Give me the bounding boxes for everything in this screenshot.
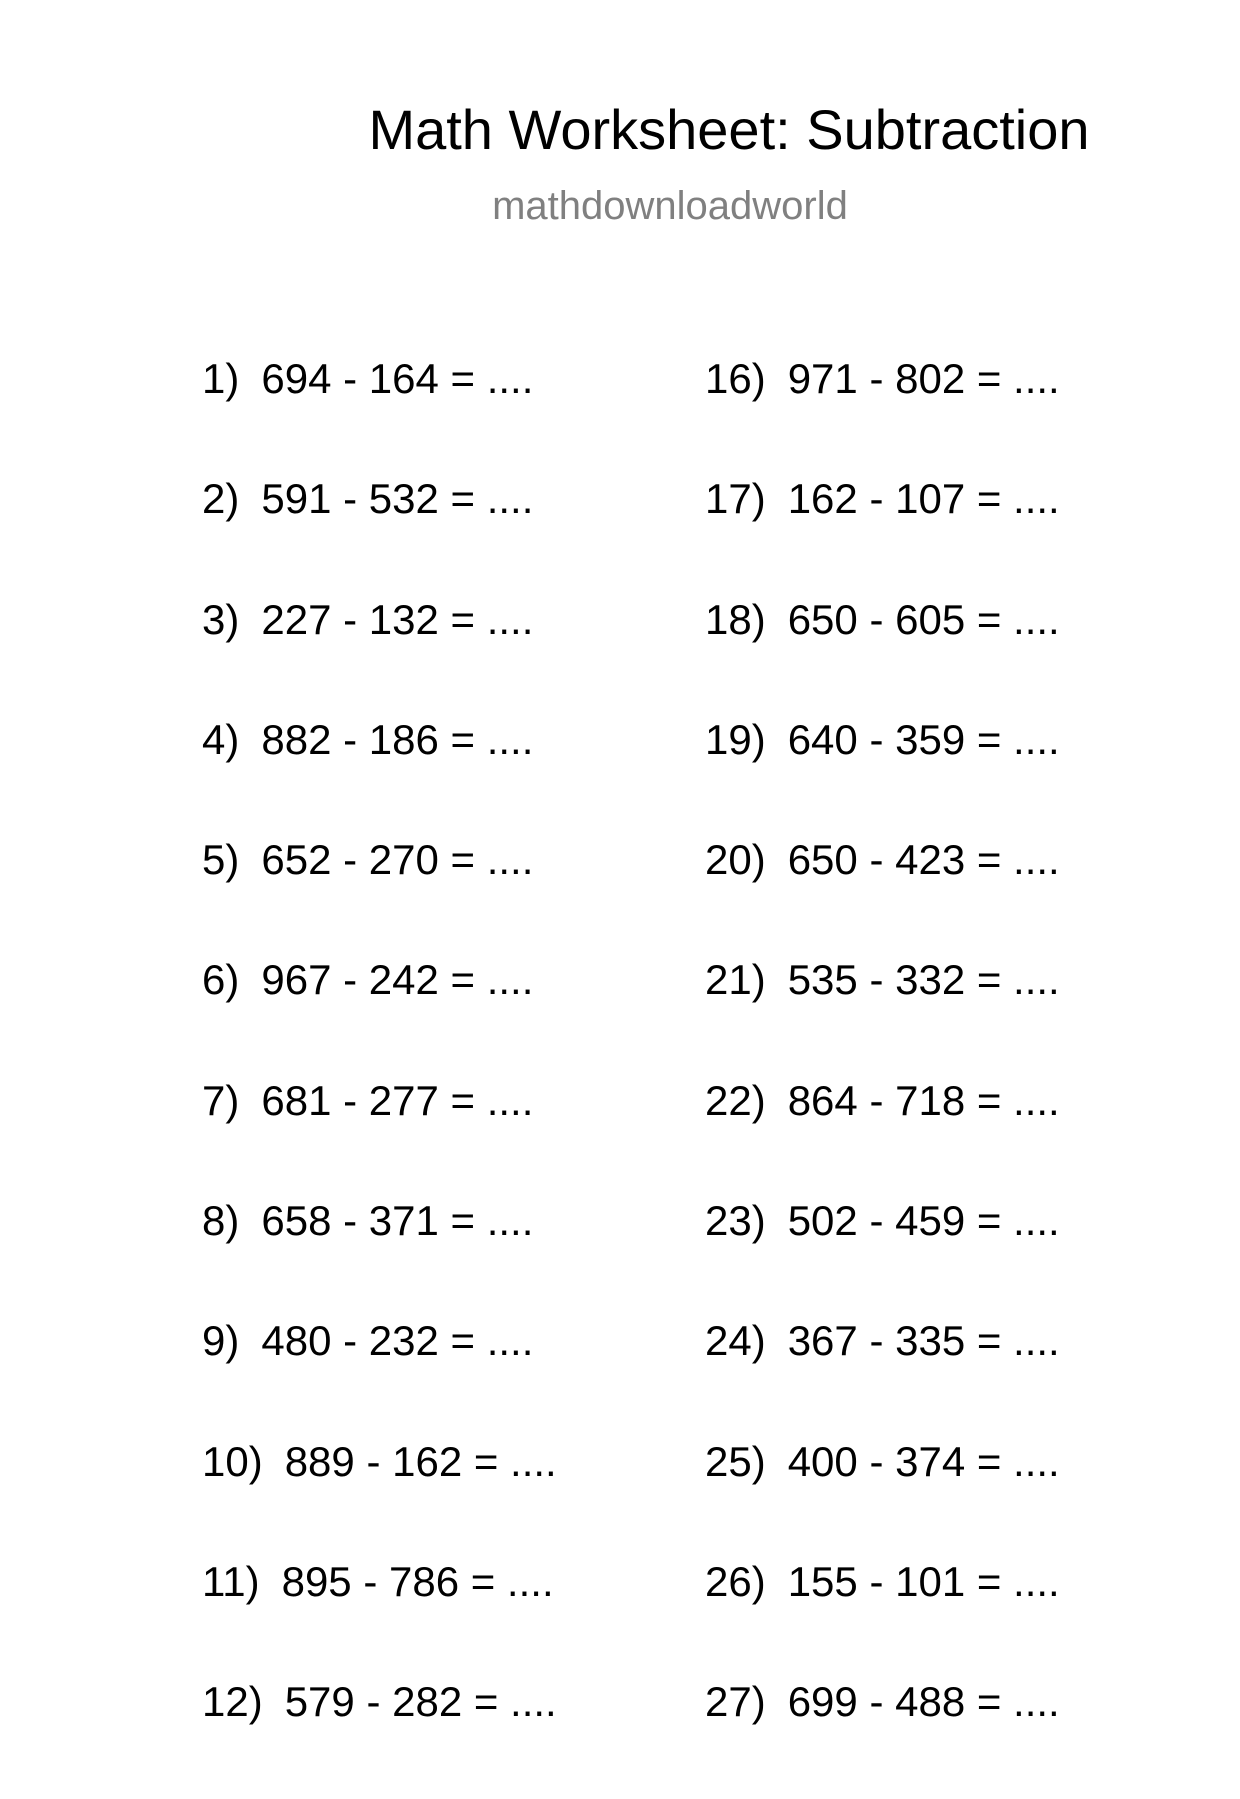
problem-item (202, 1317, 557, 1437)
problem-expression: 367 - 335 = .... (787, 1317, 1060, 1365)
problem-expression: 227 - 132 = .... (261, 595, 534, 643)
problem-number: 24) (705, 1317, 766, 1365)
problem-number: 16) (705, 355, 766, 402)
problem-expression: 882 - 186 = .... (261, 715, 534, 763)
problem-number: 8) (202, 1197, 240, 1245)
problem-expression: 400 - 374 = .... (787, 1437, 1060, 1485)
problem-expression: 652 - 270 = .... (261, 836, 534, 884)
problem-expression: 889 - 162 = .... (284, 1437, 557, 1485)
problem-expression: 967 - 242 = .... (261, 956, 534, 1004)
problem-expression: 591 - 532 = .... (261, 475, 534, 523)
problem-item (705, 1678, 1060, 1798)
problem-item (202, 836, 557, 956)
problem-item (705, 1558, 1060, 1678)
problem-column-right (705, 355, 1060, 1799)
problem-expression: 502 - 459 = .... (787, 1197, 1060, 1245)
problem-number: 19) (705, 715, 766, 763)
problem-expression: 895 - 786 = .... (281, 1557, 554, 1605)
problem-expression: 155 - 101 = .... (787, 1557, 1060, 1605)
problem-expression: 480 - 232 = .... (261, 1317, 534, 1365)
problem-item (202, 1077, 557, 1197)
problem-number: 27) (705, 1678, 766, 1726)
problem-number: 9) (202, 1317, 240, 1365)
worksheet-subtitle: mathdownloadworld (492, 184, 848, 228)
problem-item (705, 355, 1060, 475)
problem-column-left (202, 355, 557, 1799)
problem-number: 1) (202, 355, 240, 402)
problem-number: 6) (202, 956, 240, 1004)
problem-expression: 162 - 107 = .... (787, 475, 1060, 523)
problem-expression: 650 - 423 = .... (787, 836, 1060, 884)
problem-item (202, 596, 557, 716)
problem-item (202, 475, 557, 595)
problem-number: 4) (202, 715, 240, 763)
problem-expression: 694 - 164 = .... (261, 355, 534, 402)
problem-item (202, 1438, 557, 1558)
problem-number: 25) (705, 1437, 766, 1485)
problem-number: 12) (202, 1678, 263, 1726)
problem-expression: 699 - 488 = .... (787, 1678, 1060, 1726)
problem-expression: 864 - 718 = .... (787, 1076, 1060, 1124)
problem-number: 26) (705, 1557, 766, 1605)
problem-expression: 535 - 332 = .... (787, 956, 1060, 1004)
problem-number: 23) (705, 1197, 766, 1245)
problem-item (202, 1197, 557, 1317)
problem-item (705, 1317, 1060, 1437)
worksheet-title: Math Worksheet: Subtraction (368, 98, 1090, 161)
problem-number: 7) (202, 1076, 240, 1124)
problem-number: 2) (202, 475, 240, 523)
problem-item (705, 475, 1060, 595)
problem-expression: 640 - 359 = .... (787, 715, 1060, 763)
problem-expression: 971 - 802 = .... (787, 355, 1060, 402)
problem-item (705, 836, 1060, 956)
problem-item (705, 1197, 1060, 1317)
problem-expression: 658 - 371 = .... (261, 1197, 534, 1245)
problem-number: 10) (202, 1437, 263, 1485)
problem-item (202, 1558, 557, 1678)
problem-number: 11) (202, 1557, 260, 1605)
problem-expression: 579 - 282 = .... (284, 1678, 557, 1726)
problem-number: 22) (705, 1076, 766, 1124)
problem-item (202, 716, 557, 836)
problem-item (202, 1678, 557, 1798)
problem-number: 18) (705, 595, 766, 643)
problem-item (705, 1077, 1060, 1197)
problem-number: 20) (705, 836, 766, 884)
problem-item (705, 956, 1060, 1076)
problem-item (705, 596, 1060, 716)
problem-item (705, 1438, 1060, 1558)
problem-number: 21) (705, 956, 766, 1004)
problem-expression: 681 - 277 = .... (261, 1076, 534, 1124)
problem-item (705, 716, 1060, 836)
problem-number: 3) (202, 595, 240, 643)
problem-item (202, 355, 557, 475)
problem-item (202, 956, 557, 1076)
problem-number: 5) (202, 836, 240, 884)
problem-number: 17) (705, 475, 766, 523)
problem-expression: 650 - 605 = .... (787, 595, 1060, 643)
